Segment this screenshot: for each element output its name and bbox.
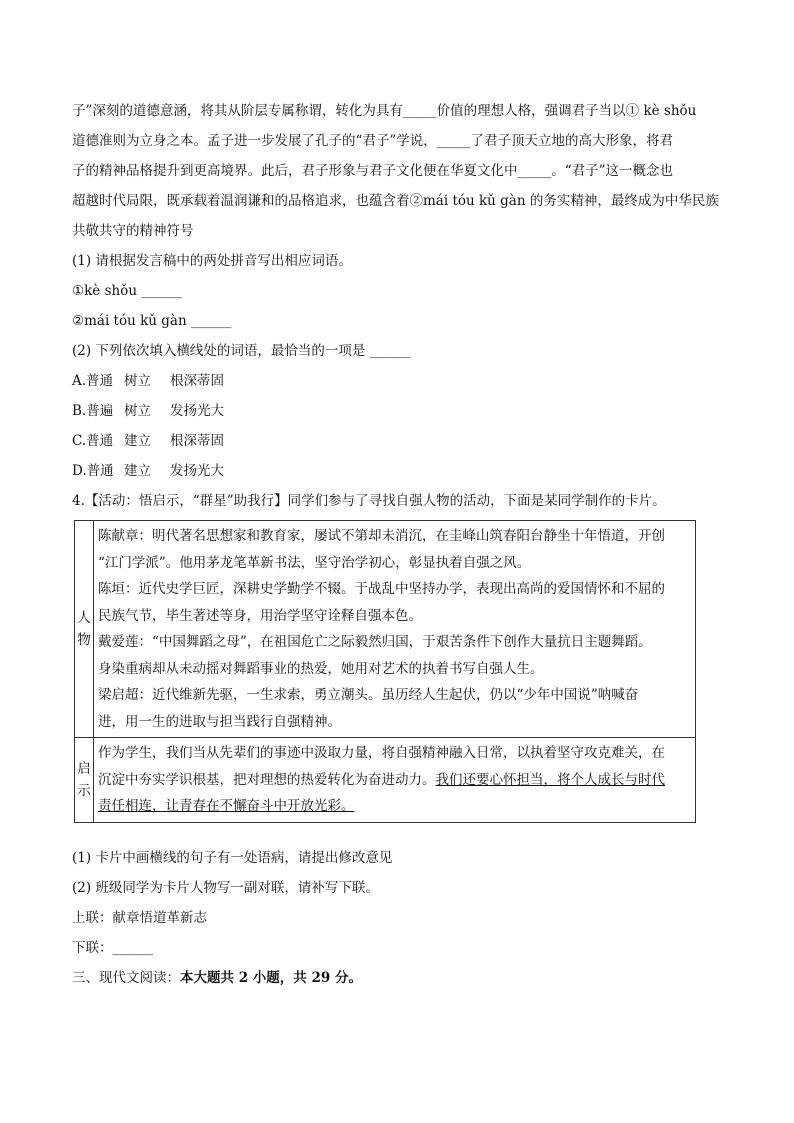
person-line: 梁启超：近代维新先驱，一生求索，勇立潮头。虽历经人生起伏，仍以“少年中国说”呐喊奋	[98, 687, 639, 703]
insight-label-char: 示	[77, 782, 91, 799]
insight-cell	[94, 738, 696, 823]
person-line: 身染重病却从未动摇对舞蹈事业的热爱，她用对艺术的执着书写自强人生。	[98, 660, 544, 677]
question-4-block	[72, 486, 722, 993]
pinyin-blank-2: ②mái tóu kǔ gàn ______	[72, 313, 232, 329]
person-line: 进，用一生的进取与担当践行自强精神。	[98, 713, 341, 730]
person-line: 陈垣：近代史学巨匠，深耕史学勤学不辍。于战乱中坚持办学，表现出高尚的爱国情怀和不屈的	[98, 581, 665, 597]
option-c: C.普通 建立 根深蒂固	[72, 433, 224, 449]
person-line: 戴爱莲：“中国舞蹈之母”，在祖国危亡之际毅然归国，于艰苦条件下创作大量抗日主题舞蹈。	[98, 634, 652, 650]
intro-line: 共敬共守的精神符号	[72, 223, 194, 239]
exam-page	[72, 96, 722, 993]
people-label-char: 物	[77, 632, 91, 648]
underlined-sentence: 责任相连，让青春在不懈奋斗中开放光彩。	[98, 798, 355, 814]
insight-line	[98, 767, 689, 794]
insight-line: 作为学生，我们当从先辈们的事迹中汲取力量，将自强精神融入日常，以执着坚守攻克难关，在	[98, 745, 665, 761]
intro-line: 超越时代局限，既承载着温润谦和的品格追求，也蕴含着②mái tóu kǔ gàn 的务实精神，最终成为中华民族	[72, 193, 719, 209]
intro-paragraph	[72, 96, 722, 246]
insight-line	[98, 793, 689, 820]
q4-title: 4.【活动：悟启示，“群星”助我行】同学们参与了寻找自强人物的活动，下面是某同学制作的卡片。	[72, 493, 666, 509]
intro-line: 子”深刻的道德意涵，将其从阶层专属称谓，转化为具有_____价值的理想人格，强调君子当以① kè shǒu	[72, 103, 697, 119]
people-cell	[94, 521, 696, 738]
pinyin-blank-1: ①kè shǒu ______	[72, 283, 182, 299]
option-d: D.普通 建立 发扬光大	[72, 463, 224, 479]
people-label-cell	[75, 521, 94, 738]
option-b: B.普遍 树立 发扬光大	[72, 403, 224, 419]
q3-sub2-prompt: (2) 下列依次填入横线处的词语，最恰当的一项是 ______	[72, 343, 411, 359]
insight-label-cell	[75, 738, 94, 823]
people-label-char: 人	[77, 610, 91, 626]
insight-plain-text: 沉淀中夯实学识根基，把对理想的热爱转化为奋进动力。	[98, 771, 436, 788]
activity-card-table	[74, 520, 696, 823]
insight-label-char: 启	[77, 760, 91, 777]
q4-sub1-prompt: (1) 卡片中画横线的句子有一处语病，请提出修改意见	[72, 849, 393, 866]
option-a: A.普通 树立 根深蒂固	[72, 373, 224, 389]
underlined-sentence: 我们还要心怀担当，将个人成长与时代	[435, 771, 665, 788]
intro-line: 子的精神品格提升到更高境界。此后，君子形象与君子文化便在华夏文化中_____。“君子”这一概念也	[72, 163, 674, 179]
couplet-upper: 上联：献章悟道革新志	[72, 909, 207, 926]
section-3-heading: 三、现代文阅读：本大题共 2 小题，共 29 分。	[72, 969, 362, 986]
couplet-lower: 下联：______	[72, 939, 153, 956]
person-line: “江门学派”。他用茅龙笔革新书法，坚守治学初心，彰显执着自强之风。	[98, 554, 531, 571]
question-3-block	[72, 246, 722, 486]
person-line: 民族气节，毕生著述等身，用治学坚守诠释自强本色。	[98, 607, 422, 624]
intro-line: 道德准则为立身之本。孟子进一步发展了孔子的“君子”学说，_____了君子顶天立地的高大形象，将君	[72, 133, 674, 149]
q4-sub2-prompt: (2) 班级同学为卡片人物写一副对联，请补写下联。	[72, 879, 379, 896]
q3-sub1-prompt: (1) 请根据发言稿中的两处拼音写出相应词语。	[72, 253, 352, 269]
person-line: 陈献章：明代著名思想家和教育家，屡试不第却未消沉，在圭峰山筑春阳台静坐十年悟道，开创	[98, 528, 665, 544]
